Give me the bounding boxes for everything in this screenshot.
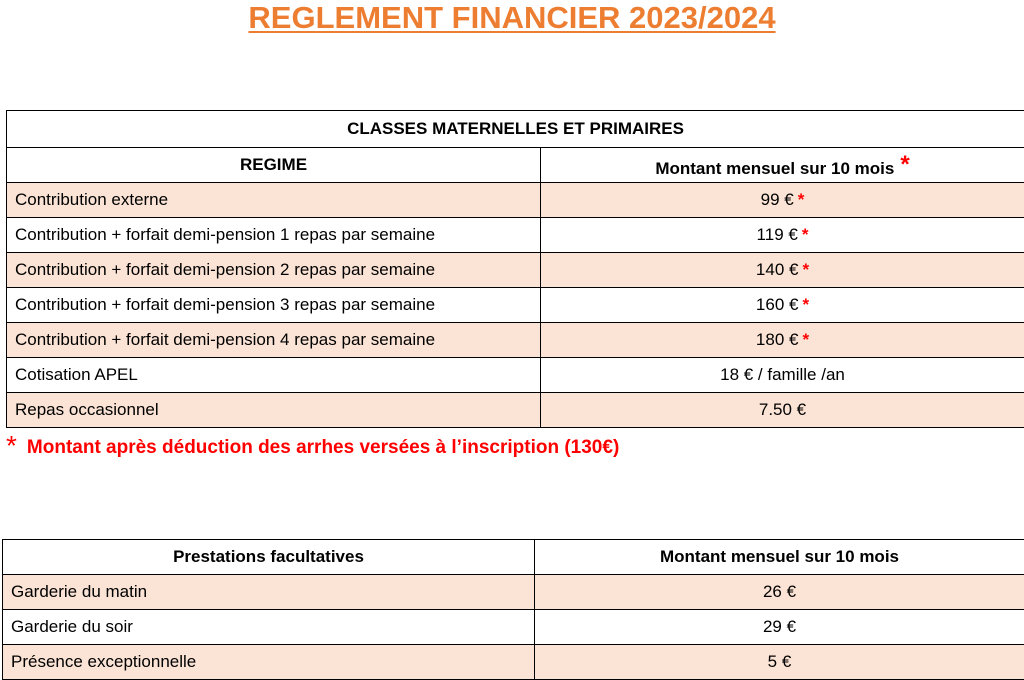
column-header-services: Prestations facultatives [3,540,535,575]
table-row [7,288,1024,323]
table-row [7,393,1024,428]
page-title: REGLEMENT FINANCIER 2023/2024 [0,0,1024,36]
asterisk-marker: * [900,151,909,178]
table-caption: CLASSES MATERNELLES ET PRIMAIRES [7,111,1024,148]
column-header-amount: Montant mensuel sur 10 mois [535,540,1024,575]
row-amount [541,323,1024,358]
asterisk-marker: * [798,190,805,209]
table-caption-row [7,111,1024,148]
asterisk-marker: * [802,225,809,244]
row-label: Cotisation APEL [7,358,541,393]
asterisk-marker: * [802,260,809,279]
footnote-text: Montant après déduction des arrhes versées à l’inscription (130€) [27,437,619,458]
row-label: Repas occasionnel [7,393,541,428]
amount-value: 140 € [756,260,799,279]
row-label: Présence exceptionnelle [3,645,535,680]
row-label: Contribution + forfait demi-pension 1 repas par semaine [7,218,541,253]
asterisk-marker: * [802,330,809,349]
amount-value: 180 € [756,330,799,349]
amount-value: 160 € [756,295,799,314]
table-row [3,575,1024,610]
row-amount [541,288,1024,323]
column-header-amount-label: Montant mensuel sur 10 mois [655,159,894,178]
footnote-asterisk: * [6,430,17,461]
footnote [6,430,619,462]
table-row [7,183,1024,218]
row-amount [541,183,1024,218]
row-amount: 18 € / famille /an [541,358,1024,393]
row-amount [541,218,1024,253]
row-label: Contribution + forfait demi-pension 3 repas par semaine [7,288,541,323]
classes-fees-table [6,110,1024,428]
row-label: Contribution + forfait demi-pension 2 repas par semaine [7,253,541,288]
table-row [3,610,1024,645]
row-amount: 26 € [535,575,1024,610]
optional-services-table [2,539,1024,680]
row-label: Garderie du matin [3,575,535,610]
row-amount: 29 € [535,610,1024,645]
table-row [7,253,1024,288]
row-label: Garderie du soir [3,610,535,645]
table-row [3,645,1024,680]
row-label: Contribution + forfait demi-pension 4 repas par semaine [7,323,541,358]
table-row [7,218,1024,253]
asterisk-marker: * [802,295,809,314]
amount-value: 99 € [761,190,794,209]
table-row [7,358,1024,393]
table-header-row [7,148,1024,183]
row-label: Contribution externe [7,183,541,218]
column-header-regime: REGIME [7,148,541,183]
row-amount: 5 € [535,645,1024,680]
row-amount [541,253,1024,288]
amount-value: 119 € [757,225,798,244]
column-header-amount [541,148,1024,183]
table-header-row [3,540,1024,575]
table-row [7,323,1024,358]
row-amount: 7.50 € [541,393,1024,428]
